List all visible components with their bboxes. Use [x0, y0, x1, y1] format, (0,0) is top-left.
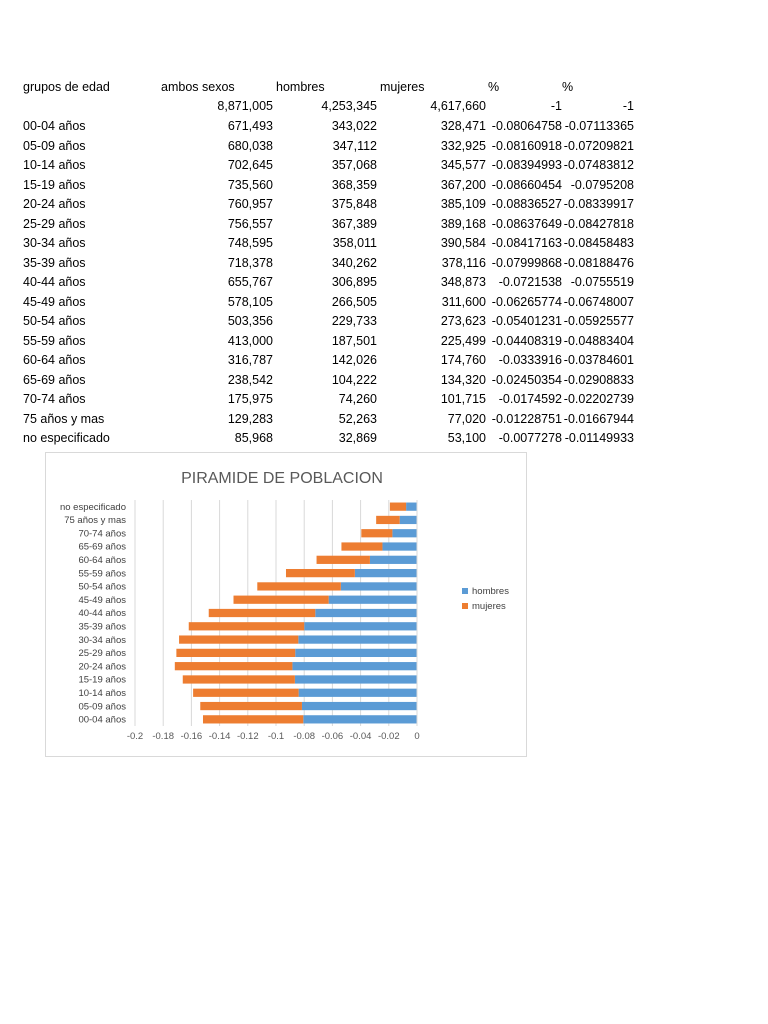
table-cell: 347,112: [332, 138, 377, 153]
table-cell: -0.08160918: [491, 138, 562, 153]
table-cell: -0.08458483: [563, 236, 634, 250]
table-cell: -0.08660454: [491, 177, 562, 192]
header-cell: grupos de edad: [23, 80, 110, 94]
bar-mujeres: [390, 503, 406, 511]
table-cell: 101,715: [440, 392, 486, 406]
bar-hombres: [400, 516, 417, 524]
table-cell: 385,109: [440, 197, 486, 211]
y-tick-label: 40-44 años: [78, 608, 126, 620]
bar-hombres: [304, 622, 417, 630]
legend-label-mujeres: mujeres: [472, 601, 506, 612]
row-label: 20-24 años: [23, 197, 86, 211]
x-tick-label: -0.16: [180, 731, 203, 742]
table-cell: 332,925: [440, 138, 486, 153]
row-label: 40-44 años: [23, 275, 86, 289]
row-label: 75 años y mas: [23, 411, 105, 426]
table-cell: -0.05925577: [563, 314, 634, 328]
table-cell: -0.08188476: [563, 255, 634, 270]
table-cell: 760,957: [227, 197, 273, 211]
table-cell: 77,020: [447, 411, 486, 426]
x-tick-label: -0.08: [293, 731, 316, 742]
bar-hombres: [355, 569, 417, 577]
table-cell: -0.04883404: [563, 333, 634, 348]
table-cell: 311,600: [441, 294, 486, 309]
table-cell: 378,116: [441, 255, 486, 270]
table-cell: 375,848: [331, 197, 377, 211]
bar-mujeres: [193, 689, 299, 697]
table-cell: 702,645: [227, 158, 273, 172]
bar-mujeres: [183, 675, 295, 683]
table-cell: -0.08339917: [563, 197, 634, 211]
table-cell: 735,560: [227, 177, 273, 192]
y-tick-label: 60-64 años: [78, 555, 126, 567]
table-cell: 358,011: [332, 236, 377, 250]
legend-swatch-mujeres: [462, 603, 468, 609]
table-cell: 225,499: [440, 333, 486, 348]
row-label: 25-29 años: [23, 216, 86, 231]
bar-mujeres: [376, 516, 400, 524]
header-cell: ambos sexos: [161, 80, 235, 94]
table-cell: 343,022: [331, 119, 377, 133]
table-cell: -0.08427818: [563, 216, 634, 231]
bar-mujeres: [176, 649, 295, 657]
y-tick-label: 05-09 años: [78, 701, 126, 713]
x-tick-label: -0.18: [152, 731, 175, 742]
row-label: 15-19 años: [23, 177, 86, 192]
row-label: 35-39 años: [23, 255, 86, 270]
table-cell: 367,389: [331, 216, 377, 231]
legend-label-hombres: hombres: [472, 586, 509, 597]
bar-hombres: [341, 582, 417, 590]
table-cell: -0.07999868: [491, 255, 562, 270]
bar-mujeres: [341, 542, 382, 550]
bar-mujeres: [203, 715, 303, 723]
table-cell: 345,577: [440, 158, 486, 172]
bar-mujeres: [189, 622, 304, 630]
table-cell: 680,038: [227, 138, 273, 153]
table-cell: -0.01149933: [564, 431, 634, 445]
row-label: 70-74 años: [23, 392, 86, 406]
row-label: 45-49 años: [23, 294, 86, 309]
table-cell: 328,471: [440, 119, 486, 133]
y-tick-label: 45-49 años: [78, 594, 126, 606]
bar-hombres: [295, 649, 417, 657]
table-cell: 85,968: [234, 431, 273, 445]
table-cell: 238,542: [227, 372, 273, 387]
y-tick-label: 20-24 años: [78, 661, 126, 673]
row-label: 30-34 años: [23, 236, 86, 250]
population-pyramid-chart: [45, 452, 527, 757]
x-tick-label: -0.1: [267, 731, 285, 742]
table-cell: -0.08064758: [491, 119, 562, 133]
bar-hombres: [406, 503, 417, 511]
table-cell: -0.02450354: [491, 372, 562, 387]
y-tick-label: 75 años y mas: [64, 515, 126, 527]
table-cell: -0.07209821: [563, 138, 634, 153]
bar-mujeres: [257, 582, 341, 590]
bar-hombres: [295, 675, 417, 683]
y-tick-label: 30-34 años: [78, 634, 126, 646]
table-cell: 175,975: [227, 392, 273, 406]
table-cell: 32,869: [338, 431, 377, 445]
table-cell: 655,767: [227, 275, 273, 289]
row-label: 65-69 años: [23, 372, 86, 387]
table-cell: -0.05401231: [491, 314, 562, 328]
bar-hombres: [298, 635, 417, 643]
row-label: 60-64 años: [23, 353, 86, 367]
y-tick-label: 25-29 años: [78, 648, 126, 660]
row-label: 55-59 años: [23, 333, 86, 348]
x-tick-label: -0.14: [208, 731, 231, 742]
header-cell: hombres: [276, 80, 325, 94]
row-label: 05-09 años: [23, 138, 86, 153]
header-cell: %: [562, 80, 574, 94]
bar-hombres: [299, 689, 417, 697]
y-tick-label: 55-59 años: [78, 568, 126, 580]
table-cell: 348,873: [440, 275, 486, 289]
table-cell: -0.06265774: [491, 294, 562, 309]
bar-hombres: [292, 662, 417, 670]
row-label: no especificado: [23, 431, 110, 445]
x-tick-label: -0.12: [236, 731, 259, 742]
table-cell: -0.01667944: [563, 411, 634, 426]
table-cell: 229,733: [331, 314, 377, 328]
table-cell: 273,623: [440, 314, 486, 328]
table-cell: 718,378: [227, 255, 273, 270]
bar-hombres: [370, 556, 417, 564]
bar-hombres: [302, 702, 417, 710]
bar-mujeres: [361, 529, 392, 537]
table-cell: 390,584: [440, 236, 486, 250]
y-tick-label: 00-04 años: [78, 714, 126, 726]
table-cell: 357,068: [331, 158, 377, 172]
bar-mujeres: [286, 569, 355, 577]
table-cell: 306,895: [331, 275, 377, 289]
row-label: 10-14 años: [23, 158, 86, 172]
y-tick-label: 50-54 años: [78, 581, 126, 593]
bar-mujeres: [179, 635, 298, 643]
table-cell: -0.08836527: [491, 197, 562, 211]
bar-mujeres: [175, 662, 293, 670]
bar-hombres: [392, 529, 417, 537]
table-cell: 104,222: [331, 372, 377, 387]
table-cell: -0.01228751: [491, 411, 562, 426]
table-cell: -0.08394993: [491, 158, 562, 172]
table-cell: 367,200: [440, 177, 486, 192]
chart-canvas: [46, 453, 526, 756]
table-cell: -0.06748007: [563, 294, 634, 309]
table-cell: 74,260: [338, 392, 377, 406]
x-tick-label: -0.02: [377, 731, 400, 742]
totals-cell: -1: [622, 99, 634, 113]
bar-hombres: [382, 542, 417, 550]
y-tick-label: 10-14 años: [78, 687, 126, 699]
table-cell: 53,100: [447, 431, 486, 445]
table-cell: -0.03784601: [563, 353, 634, 367]
totals-cell: 4,617,660: [430, 99, 486, 113]
table-cell: 134,320: [440, 372, 486, 387]
table-cell: 671,493: [227, 119, 273, 133]
table-cell: -0.0795208: [570, 177, 634, 192]
totals-cell: 8,871,005: [217, 99, 273, 113]
table-cell: 578,105: [227, 294, 273, 309]
x-tick-label: 0: [414, 731, 420, 742]
y-tick-label: 70-74 años: [78, 528, 126, 540]
header-cell: %: [488, 80, 500, 94]
bar-hombres: [329, 596, 417, 604]
table-cell: 368,359: [331, 177, 377, 192]
table-cell: -0.0721538: [498, 275, 562, 289]
totals-cell: 4,253,345: [321, 99, 377, 113]
y-tick-label: 35-39 años: [78, 621, 126, 633]
table-cell: 389,168: [440, 216, 486, 231]
table-cell: 340,262: [331, 255, 377, 270]
bar-mujeres: [234, 596, 329, 604]
table-cell: 129,283: [227, 411, 273, 426]
x-tick-label: -0.2: [126, 731, 144, 742]
table-cell: -0.08637649: [491, 216, 562, 231]
y-tick-label: 15-19 años: [78, 674, 126, 686]
header-cell: mujeres: [380, 80, 425, 94]
table-cell: -0.0755519: [570, 275, 634, 289]
bar-mujeres: [209, 609, 316, 617]
row-label: 50-54 años: [23, 314, 86, 328]
table-cell: -0.07113365: [564, 119, 634, 133]
table-cell: -0.04408319: [491, 333, 562, 348]
table-cell: 756,557: [227, 216, 273, 231]
table-cell: 316,787: [227, 353, 273, 367]
table-cell: 503,356: [227, 314, 273, 328]
y-tick-label: 65-69 años: [78, 541, 126, 553]
table-cell: 142,026: [331, 353, 377, 367]
x-tick-label: -0.06: [321, 731, 344, 742]
row-label: 00-04 años: [23, 119, 86, 133]
table-cell: -0.0077278: [498, 431, 562, 445]
legend-swatch-hombres: [462, 588, 468, 594]
x-tick-label: -0.04: [349, 731, 372, 742]
table-cell: 174,760: [440, 353, 486, 367]
table-cell: -0.02908833: [563, 372, 634, 387]
table-cell: -0.0174592: [498, 392, 562, 406]
chart-title: PIRAMIDE DE POBLACION: [181, 470, 383, 487]
bar-hombres: [303, 715, 417, 723]
bar-hombres: [315, 609, 417, 617]
table-cell: -0.02202739: [563, 392, 634, 406]
bar-mujeres: [200, 702, 302, 710]
table-cell: 187,501: [331, 333, 377, 348]
table-cell: -0.08417163: [491, 236, 562, 250]
table-cell: 748,595: [227, 236, 273, 250]
totals-cell: -1: [550, 99, 562, 113]
y-tick-label: no especificado: [59, 501, 126, 513]
table-cell: 266,505: [331, 294, 377, 309]
bar-mujeres: [317, 556, 370, 564]
table-cell: 413,000: [227, 333, 273, 348]
table-cell: -0.0333916: [498, 353, 562, 367]
table-cell: -0.07483812: [563, 158, 634, 172]
table-cell: 52,263: [338, 411, 377, 426]
